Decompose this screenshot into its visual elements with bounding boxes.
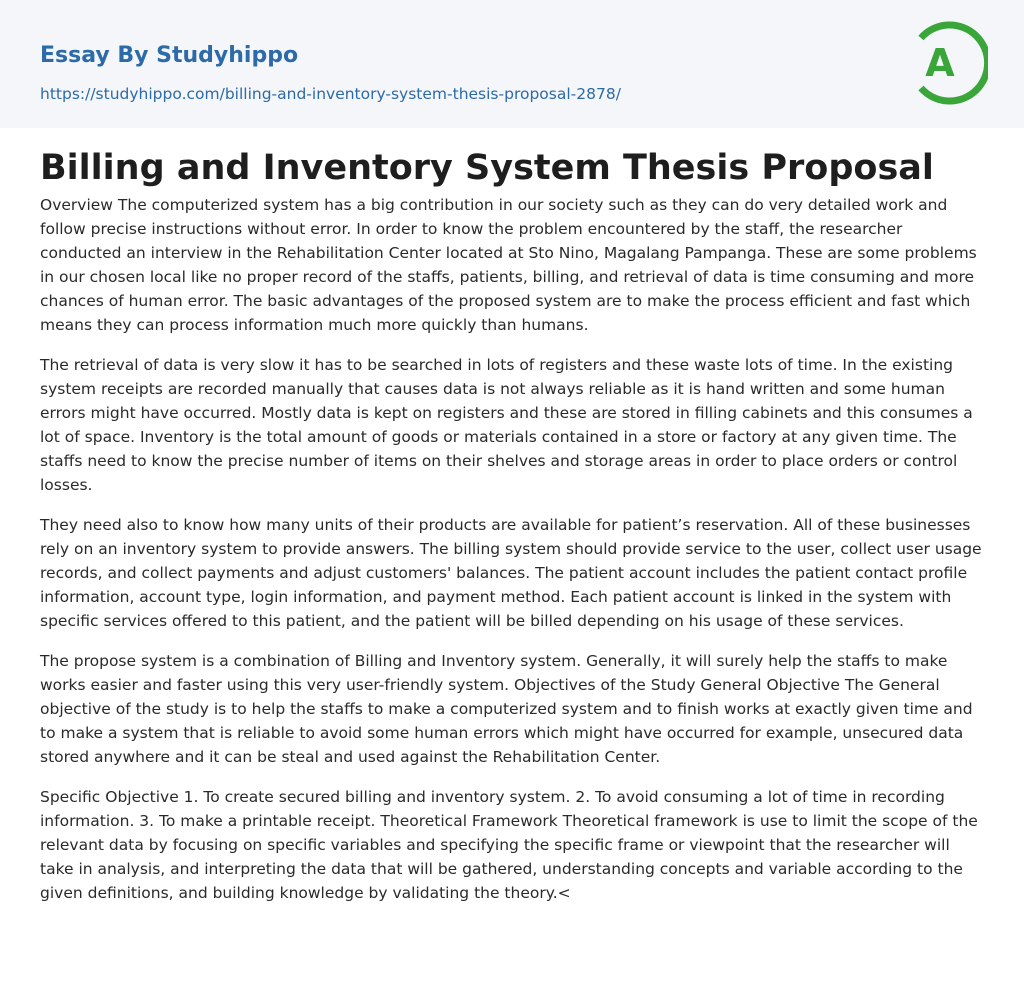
article-paragraph: The retrieval of data is very slow it has to be searched in lots of registers and these waste lots of time. In the existing system receipts are recorded manually that causes data is not always reliable as it is hand written and some human errors might have occurred. Mostly data is kept on registers and these are stored in filling cabinets and this consumes a lot of space. Inventory is the total amount of goods or materials contained in a store or factory at any given time. The staffs need to know the precise number of items on their shelves and storage areas in order to place orders or control losses. [40,356,973,494]
article-title: Billing and Inventory System Thesis Proposal [40,148,934,188]
source-url-link[interactable]: https://studyhippo.com/billing-and-inventory-system-thesis-proposal-2878/ [40,85,621,103]
logo-letter: A [925,41,955,85]
article-paragraph: Overview The computerized system has a big contribution in our society such as they can do very detailed work and follow precise instructions without error. In order to know the problem encountered by the staff, the researcher conducted an interview in the Rehabilitation Center located at Sto Nino, Magalang Pampanga. These are some problems in our chosen local like no proper record of the staffs, patients, billing, and retrieval of data is time consuming and more chances of human error. The basic advantages of the proposed system are to make the process efficient and fast which means they can process information much more quickly than humans. [40,196,977,334]
letter-a-ring-logo-icon[interactable] [910,18,988,108]
site-header [0,0,1024,128]
article-paragraph: The propose system is a combination of Billing and Inventory system. Generally, it will surely help the staffs to make works easier and faster using this very user-friendly system. Objectives of the Study General Objective The General objective of the study is to help the staffs to make a computerized system and to finish works at exactly given time and to make a system that is reliable to avoid some human errors which might have occurred for example, unsecured data stored anywhere and it can be steal and used against the Rehabilitation Center. [40,652,973,766]
article-paragraph: They need also to know how many units of their products are available for patient’s reservation. All of these businesses rely on an inventory system to provide answers. The billing system should provide service to the user, collect user usage records, and collect payments and adjust customers' balances. The patient account includes the patient contact profile information, account type, login information, and payment method. Each patient account is linked in the system with specific services offered to this patient, and the patient will be billed depending on his usage of these services. [40,516,982,630]
article-paragraph: Specific Objective 1. To create secured billing and inventory system. 2. To avoid consuming a lot of time in recording information. 3. To make a printable receipt. Theoretical Framework Theoretical framework is use to limit the scope of the relevant data by focusing on specific variables and specifying the specific frame or viewpoint that the researcher will take in analysis, and interpreting the data that will be gathered, understanding concepts and variable according to the given definitions, and building knowledge by validating the theory.< [40,788,978,902]
site-brand[interactable]: Essay By Studyhippo [40,43,299,68]
article [40,143,986,921]
